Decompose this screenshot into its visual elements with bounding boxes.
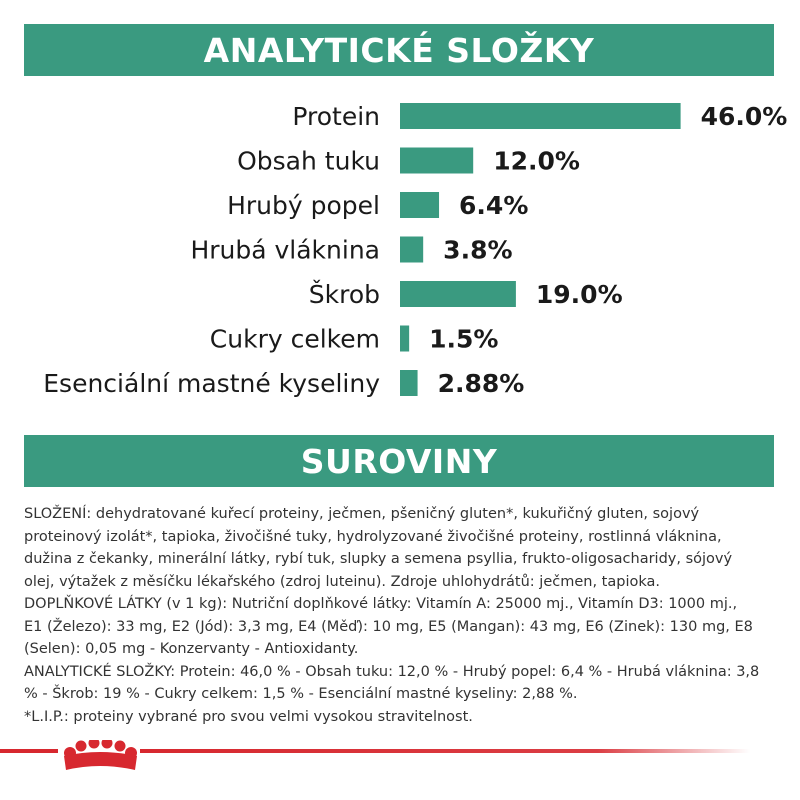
composition-line: ANALYTICKÉ SLOŽKY: Protein: 46,0 % - Obsah tuku: 12,0 % - Hrubý popel: 6,4 % - Hrubá vláknina: 3,8 [24, 663, 760, 680]
composition-line: SLOŽENÍ: dehydratované kuřecí proteiny, ječmen, pšeničný gluten*, kukuřičný gluten, sojový [24, 506, 700, 522]
composition-line: proteinový izolát*, tapioka, živočišné tuky, hydrolyzované živočišné proteiny, rostlinná vláknina, [24, 528, 722, 545]
category-label: Cukry celkem [209, 324, 380, 354]
ingredients-banner [24, 435, 774, 487]
category-label: Hrubá vláknina [190, 235, 380, 265]
composition-line: dužina z čekanky, minerální látky, rybí tuk, slupky a semena psyllia, frukto-oligosacharidy, sójový [24, 551, 733, 567]
bar [400, 237, 423, 263]
analytical-components-title: ANALYTICKÉ SLOŽKY [203, 30, 595, 70]
value-label: 19.0% [535, 280, 623, 309]
composition-text [24, 503, 784, 728]
bar [400, 148, 473, 174]
royal-canin-crown-icon [64, 740, 137, 770]
composition-line: olej, výtažek z měsíčku lékařského (zdroj luteinu). Zdroje uhlohydrátů: ječmen, tapioka. [24, 573, 660, 590]
brand-line-left [0, 749, 58, 753]
bar [400, 370, 418, 396]
bar [400, 326, 409, 352]
category-label: Hrubý popel [227, 191, 380, 220]
composition-line: E1 (Železo): 33 mg, E2 (Jód): 3,3 mg, E4 (Měď): 10 mg, E5 (Mangan): 43 mg, E6 (Zinek): 130 mg, E8 [24, 618, 753, 635]
category-label: Esenciální mastné kyseliny [43, 369, 380, 398]
ingredients-title: SUROVINY [300, 441, 498, 481]
value-label: 1.5% [429, 324, 499, 354]
category-label: Obsah tuku [237, 146, 380, 176]
value-label: 6.4% [459, 191, 529, 220]
value-label: 3.8% [443, 235, 513, 265]
composition-line: % - Škrob: 19 % - Cukry celkem: 1,5 % - Esenciální mastné kyseliny: 2,88 %. [24, 686, 578, 702]
composition-line: DOPLŇKOVÉ LÁTKY (v 1 kg): Nutriční doplňkové látky: Vitamín A: 25000 mj., Vitamín D3: 1000 mj., [24, 596, 738, 612]
analytical-components-banner [24, 24, 774, 76]
composition-line: (Selen): 0,05 mg - Konzervanty - Antioxidanty. [24, 641, 359, 657]
analytical-bar-chart [0, 90, 800, 410]
composition-line: *L.I.P.: proteiny vybrané pro svou velmi vysokou stravitelnost. [24, 708, 473, 725]
brand-line-right [140, 749, 750, 753]
value-label: 46.0% [700, 102, 788, 131]
value-label: 12.0% [493, 146, 580, 176]
bar [400, 192, 439, 218]
category-label: Protein [292, 102, 380, 131]
category-label: Škrob [308, 280, 380, 309]
bar [400, 281, 516, 307]
value-label: 2.88% [437, 369, 525, 398]
brand-footer [0, 740, 800, 780]
bar [400, 103, 681, 129]
